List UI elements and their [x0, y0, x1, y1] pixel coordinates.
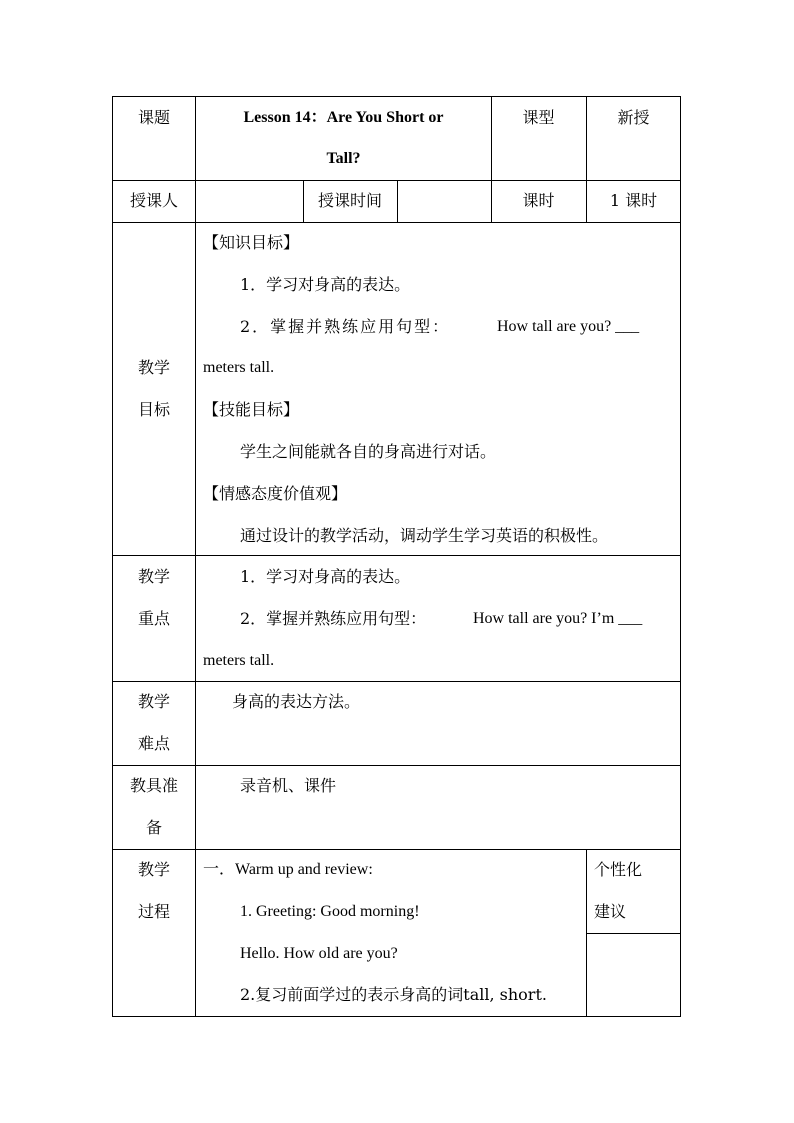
skill-heading: 【技能目标】	[203, 400, 300, 419]
key-point-item-2-continued: meters tall.	[203, 652, 275, 669]
personal-suggestion-label-line2: 建议	[594, 902, 627, 921]
emotion-heading: 【情感态度价值观】	[203, 484, 348, 503]
knowledge-item-2-sentence: How tall are you? ___	[497, 318, 640, 335]
table-col-divider	[586, 849, 587, 1017]
table-border-top	[112, 96, 681, 97]
key-points-label-line2: 重点	[137, 609, 170, 628]
knowledge-heading: 【知识目标】	[203, 233, 300, 252]
table-row-divider	[587, 933, 681, 934]
table-border-bottom	[112, 1016, 681, 1017]
teaching-aids-label-line2: 备	[145, 818, 162, 837]
process-step-1: 一．Warm up and review:	[203, 861, 373, 878]
table-row-divider	[112, 849, 681, 850]
table-row-divider	[112, 222, 681, 223]
key-point-item-1: 1．学习对身高的表达。	[240, 567, 411, 586]
knowledge-item-1: 1．学习对身高的表达。	[240, 275, 411, 294]
difficulties-label-line2: 难点	[137, 734, 170, 753]
topic-label: 课题	[137, 108, 170, 127]
process-step-1-hello: Hello. How old are you?	[240, 945, 398, 962]
class-period-label: 课时	[522, 191, 555, 210]
key-points-label-line1: 教学	[137, 567, 170, 586]
teaching-aids-content: 录音机、课件	[240, 776, 337, 795]
teacher-label: 授课人	[129, 191, 178, 210]
process-label-line1: 教学	[137, 860, 170, 879]
emotion-item-1: 通过设计的教学活动，调动学生学习英语的积极性。	[240, 526, 609, 545]
difficulties-label-line1: 教学	[137, 692, 170, 711]
table-col-divider	[397, 180, 398, 222]
objectives-label-line2: 目标	[137, 400, 170, 419]
table-border-right	[680, 96, 681, 1017]
process-step-1-greeting: 1. Greeting: Good morning!	[240, 903, 420, 920]
class-period-value: 1 课时	[609, 191, 658, 210]
lesson-title-line2: Tall?	[326, 150, 361, 167]
knowledge-item-2: 2．掌握并熟练应用句型：	[240, 317, 451, 336]
objectives-label-line1: 教学	[137, 358, 170, 377]
process-step-1-review: 2.复习前面学过的表示身高的词tall, short.	[240, 985, 547, 1004]
teaching-time-label: 授课时间	[317, 191, 382, 210]
table-row-divider	[112, 555, 681, 556]
process-label-line2: 过程	[137, 902, 170, 921]
skill-item-1: 学生之间能就各自的身高进行对话。	[240, 442, 497, 461]
knowledge-item-2-continued: meters tall.	[203, 359, 275, 376]
table-row-divider	[112, 681, 681, 682]
key-point-item-2-sentence: How tall are you? I’m ___	[473, 610, 643, 627]
lesson-type-label: 课型	[522, 108, 555, 127]
key-point-item-2: 2．掌握并熟练应用句型：	[240, 609, 427, 628]
teaching-aids-label-line1: 教具准	[129, 776, 178, 795]
lesson-title-line1: Lesson 14：Are You Short or	[243, 109, 444, 126]
difficulties-content: 身高的表达方法。	[232, 692, 361, 711]
table-row-divider	[112, 765, 681, 766]
personal-suggestion-label-line1: 个性化	[594, 860, 643, 879]
lesson-type-value: 新授	[617, 108, 650, 127]
